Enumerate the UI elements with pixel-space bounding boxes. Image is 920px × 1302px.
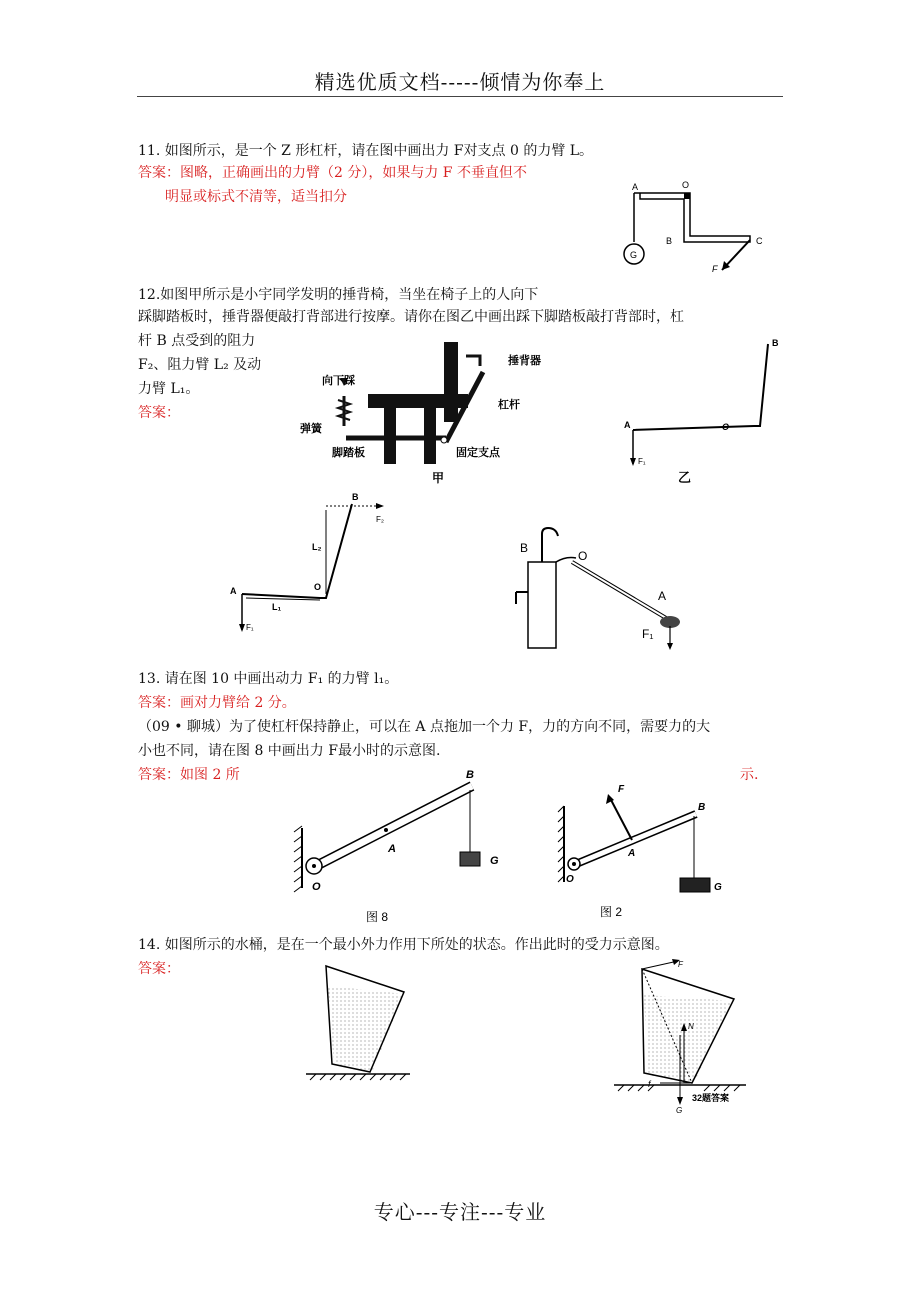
label-a-ans: A	[230, 586, 237, 596]
label-c: C	[756, 236, 763, 246]
q13-question: 13. 请在图 10 中画出动力 F₁ 的力臂 l₁。	[138, 671, 399, 687]
label-l2-ans: L₂	[312, 542, 322, 552]
lever-answer	[242, 504, 352, 598]
caption-yi: 乙	[678, 470, 692, 485]
rod-2-inner	[576, 814, 696, 864]
q14-question: 14. 如图所示的水桶，是在一个最小外力作用下所处的状态。作出此时的受力示意图。	[138, 937, 669, 953]
label-lever: 杠杆	[498, 399, 520, 411]
label-b-ans: B	[352, 492, 359, 502]
q13-extra-line2: 小也不同，请在图 8 中画出力 F最小时的示意图.	[138, 743, 441, 759]
q14-answer-label: 答案：	[138, 961, 180, 977]
weight-8	[460, 852, 480, 866]
label-pedal: 脚踏板	[332, 447, 365, 459]
label-a-yi: A	[624, 420, 631, 430]
page-footer: 专心---专注---专业	[373, 1200, 547, 1224]
label-b-2: B	[698, 802, 706, 813]
label-f2-ans: F₂	[376, 515, 384, 524]
q11-answer-line1: 答案：图略，正确画出的力臂（2 分），如果与力 F 不垂直但不	[138, 165, 527, 181]
bucket-water-ans	[644, 995, 732, 1083]
pump-rod	[542, 528, 558, 562]
q11-z-lever-figure	[610, 178, 780, 278]
q12-line4: F₂、阻力臂 L₂ 及动	[138, 357, 262, 373]
label-o: O	[682, 180, 690, 190]
q13-answer: 答案：画对力臂给 2 分。	[138, 695, 296, 711]
q12-pump-figure	[506, 522, 706, 652]
wall-hatch-8	[294, 826, 302, 892]
hinge-2-center	[572, 862, 576, 866]
pump-handle-inner	[572, 562, 666, 618]
f1-answer-arrow	[239, 624, 245, 632]
q13-answer2-left: 答案：如图 2 所	[138, 767, 240, 783]
caption-fig8: 图 8	[366, 910, 389, 924]
label-f1-pump: F₁	[642, 627, 654, 641]
label-spring: 弹簧	[300, 423, 322, 435]
hinge-8-center	[312, 864, 316, 868]
chair-backrest	[444, 342, 458, 422]
bucket-water	[328, 986, 404, 1072]
f1-pump-arrow	[667, 643, 673, 650]
q13-extra-line1: （09 • 聊城）为了使杠杆保持静止，可以在 A 点拖加一个力 F，力的方向不同，需要力的大	[138, 719, 711, 735]
q13-figure-2	[556, 778, 746, 924]
label-friction-ans: f	[648, 1079, 651, 1089]
ground-hatch	[310, 1074, 406, 1080]
pivot-o-mark	[684, 193, 690, 199]
pump-body	[528, 562, 556, 648]
label-a-pump: A	[658, 589, 667, 603]
massager-head	[466, 356, 480, 366]
caption-fig2: 图 2	[600, 905, 623, 919]
force-f-ans	[642, 961, 678, 969]
spring-coil	[338, 400, 350, 420]
label-a-2: A	[628, 848, 636, 859]
label-g-ans: G	[676, 1106, 683, 1115]
q12-answer-figure	[224, 490, 404, 640]
label-a: A	[632, 182, 639, 192]
caption-jia: 甲	[432, 471, 445, 485]
q12-answer-label: 答案：	[138, 405, 180, 421]
label-a-8: A	[388, 843, 396, 855]
label-f1-yi: F₁	[638, 457, 646, 466]
q12-lever-figure-yi	[618, 336, 788, 486]
q13-answer2-right: 示.	[740, 767, 759, 783]
chair-seat	[368, 394, 468, 408]
force-g-ans-arrow	[677, 1097, 683, 1105]
pivot-point	[441, 437, 447, 443]
label-b-8: B	[466, 769, 474, 781]
label-massager: 捶背器	[508, 355, 541, 367]
label-o-8: O	[312, 881, 321, 893]
label-pivot: 固定支点	[456, 447, 500, 459]
label-o-2: O	[566, 874, 574, 885]
q11-answer-line2: 明显或标式不清等，适当扣分	[165, 189, 347, 205]
force-f1-yi-arrow	[630, 458, 636, 466]
label-f1-ans: F₁	[246, 623, 254, 632]
label-b-pump: B	[520, 541, 529, 555]
label-down: 向下踩	[322, 375, 355, 387]
q12-line5: 力臂 L₁。	[138, 381, 200, 397]
q13-figure-8	[290, 764, 520, 929]
page-header: 精选优质文档-----倾情为你奉上	[314, 70, 606, 94]
q12-line1: 12.如图甲所示是小宇同学发明的捶背椅，当坐在椅子上的人向下	[138, 287, 539, 303]
f2-arrow	[376, 503, 384, 509]
label-g-8: G	[490, 855, 499, 867]
lever-yi	[633, 344, 768, 430]
weight-2	[680, 878, 710, 892]
q12-line2: 踩脚踏板时，捶背器便敲打背部进行按摩。请你在图乙中画出踩下脚踏板敲打背部时，杠	[138, 309, 684, 325]
point-a-8	[384, 828, 388, 832]
q12-chair-figure-jia	[298, 338, 568, 488]
label-g: G	[630, 250, 638, 260]
label-o-yi: O	[722, 422, 730, 432]
ground-hatch-ans	[618, 1085, 740, 1091]
label-o-ans: O	[314, 582, 322, 592]
force-f-2	[610, 798, 632, 840]
z-lever-body	[634, 193, 750, 242]
q12-line3: 杆 B 点受到的阻力	[138, 333, 256, 349]
label-f-2: F	[618, 784, 625, 795]
label-b: B	[666, 236, 673, 246]
label-o-pump: O	[578, 549, 588, 563]
caption-32: 32题答案	[692, 1093, 730, 1103]
label-l1-ans: L₁	[272, 602, 282, 612]
q14-answer-figure	[608, 955, 758, 1115]
header-rule	[137, 96, 783, 97]
label-n-ans: N	[688, 1022, 694, 1031]
pump-spout	[516, 592, 528, 604]
label-f-ans: F	[678, 960, 683, 969]
q11-question: 11. 如图所示，是一个 Z 形杠杆，请在图中画出力 F对支点 0 的力臂 L。	[138, 143, 594, 159]
label-b-yi: B	[772, 338, 779, 348]
label-f: F	[712, 264, 718, 274]
label-g-2: G	[714, 882, 722, 893]
q14-bucket-figure	[300, 960, 420, 1086]
